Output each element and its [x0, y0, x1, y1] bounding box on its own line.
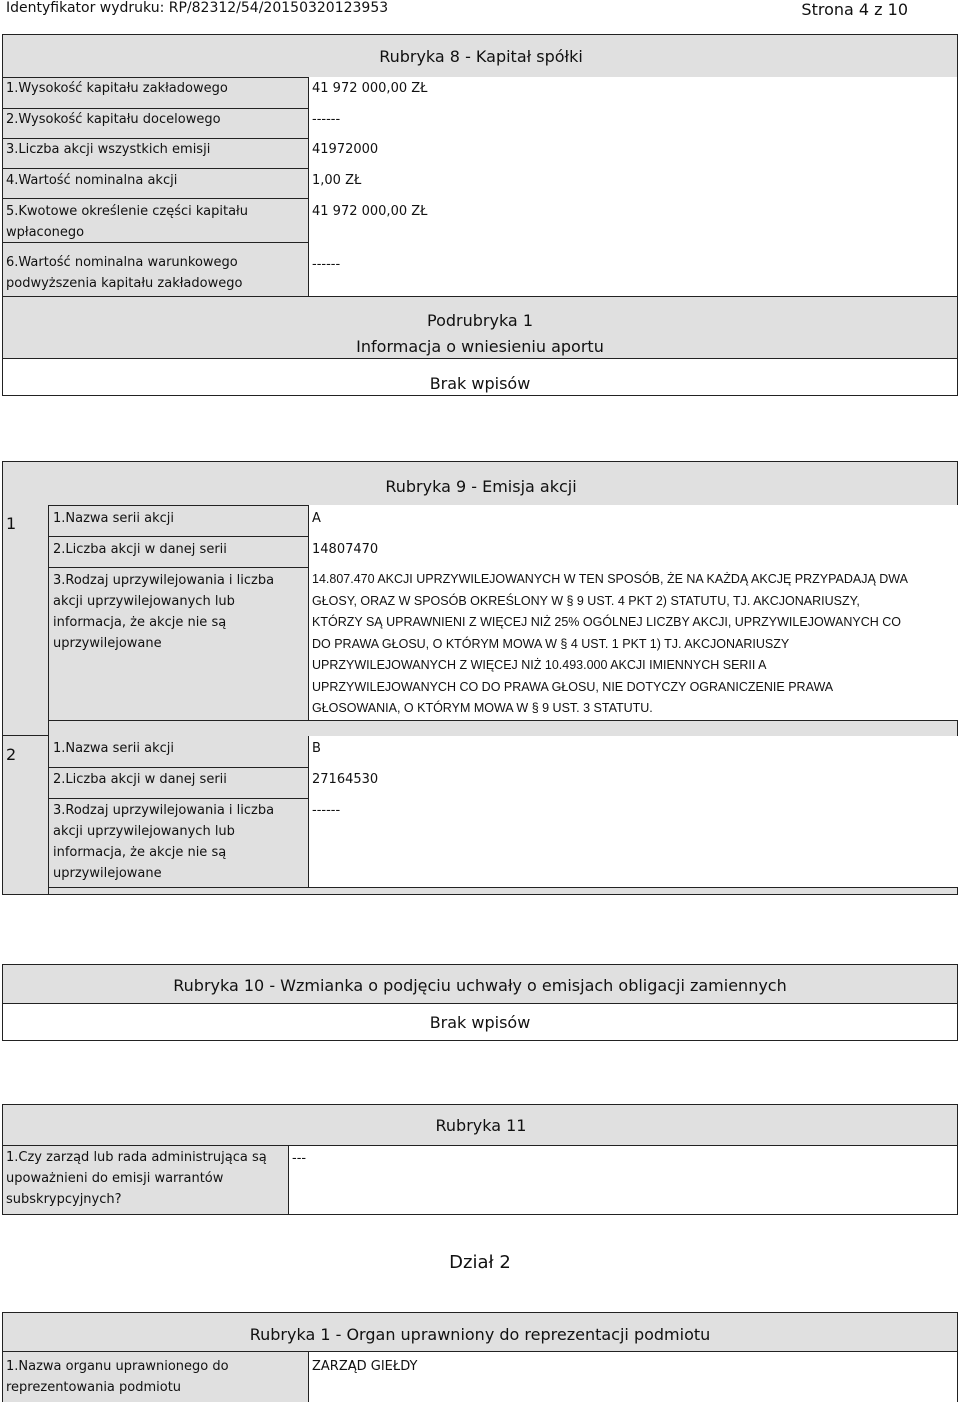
series-2-pref-label-2: akcji uprzywilejowanych lub: [53, 824, 235, 839]
series-2-name-label: 1.Nazwa serii akcji: [53, 741, 174, 756]
series-1-pref-value-7: GŁOSOWANIA, O KTÓRYM MOWA W § 9 UST. 3 STATUTU.: [312, 701, 653, 715]
series-1-pref-label-4: uprzywilejowane: [53, 636, 162, 651]
series-1-pref-label-1: 3.Rodzaj uprzywilejowania i liczba: [53, 573, 275, 588]
series-2-pref-value: ------: [312, 803, 341, 818]
series-1-pref-value-1: 14.807.470 AKCJI UPRZYWILEJOWANYCH W TEN SPOSÓB, ŻE NA KAŻDĄ AKCJĘ PRZYPADAJĄ DWA: [312, 572, 908, 586]
series-1-number: 1: [6, 514, 17, 533]
rubryka11-label-1: 1.Czy zarząd lub rada administrująca są: [6, 1150, 267, 1165]
label-kapital-docelowy: 2.Wysokość kapitału docelowego: [6, 112, 221, 127]
print-identifier: Identyfikator wydruku: RP/82312/54/20150320123953: [6, 0, 389, 16]
series-1-pref-label-2: akcji uprzywilejowanych lub: [53, 594, 235, 609]
rubryka11-label-2: upoważnieni do emisji warrantów: [6, 1171, 224, 1186]
value-kapital-docelowy: ------: [312, 112, 341, 127]
series-2-values-panel: [308, 736, 958, 887]
label-warunkowe-podwyzszenie-2: podwyższenia kapitału zakładowego: [6, 276, 243, 291]
dzial2-label-1: 1.Nazwa organu uprawnionego do: [6, 1359, 229, 1374]
rubryka8-title: Rubryka 8 - Kapitał spółki: [379, 47, 583, 66]
series-1-pref-value-4: DO PRAWA GŁOSU, O KTÓRYM MOWA W § 4 UST. 1 PKT 1) TJ. AKCJONARIUSZY: [312, 636, 790, 651]
value-kapital-wplacony: 41 972 000,00 ZŁ: [312, 204, 428, 219]
dzial2-value: ZARZĄD GIEŁDY: [312, 1359, 418, 1374]
series-2-pref-label-4: uprzywilejowane: [53, 866, 162, 881]
series-1-pref-value-5: UPRZYWILEJOWANYCH Z WIĘCEJ NIŻ 10.493.000 AKCJI IMIENNYCH SERII A: [312, 658, 767, 672]
value-wartosc-nominalna: 1,00 ZŁ: [312, 173, 362, 188]
series-1-pref-value-3: KTÓRZY SĄ UPRAWNIENI Z WIĘCEJ NIŻ 25% OGÓLNEJ LICZBY AKCJI, UPRZYWILEJOWANYCH CO: [312, 615, 901, 629]
label-liczba-akcji-emisji: 3.Liczba akcji wszystkich emisji: [6, 142, 211, 157]
series-1-name-label: 1.Nazwa serii akcji: [53, 511, 174, 526]
label-kapital-wplacony-1: 5.Kwotowe określenie części kapitału: [6, 204, 248, 219]
podrubryka-subtitle: Informacja o wniesieniu aportu: [356, 337, 604, 356]
series-2-pref-label-1: 3.Rodzaj uprzywilejowania i liczba: [53, 803, 275, 818]
rubryka11-title: Rubryka 11: [435, 1116, 527, 1135]
series-2-count-label: 2.Liczba akcji w danej serii: [53, 772, 227, 787]
podrubryka-empty: Brak wpisów: [429, 374, 531, 393]
dzial2-rubryka1-title: Rubryka 1 - Organ uprawniony do reprezentacji podmiotu: [249, 1325, 711, 1344]
rubryka10-title: Rubryka 10 - Wzmianka o podjęciu uchwały o emisjach obligacji zamiennych: [173, 976, 787, 995]
series-1-count-label: 2.Liczba akcji w danej serii: [53, 542, 227, 557]
value-warunkowe-podwyzszenie: ------: [312, 257, 341, 272]
rubryka11-value-panel: [288, 1146, 957, 1214]
series-1-name-value: A: [312, 511, 321, 526]
series-1-count-value: 14807470: [312, 542, 379, 557]
label-kapital-wplacony-2: wpłaconego: [6, 225, 85, 240]
podrubryka-title: Podrubryka 1: [427, 311, 533, 330]
value-kapital-zakladowy: 41 972 000,00 ZŁ: [312, 81, 428, 96]
label-warunkowe-podwyzszenie-1: 6.Wartość nominalna warunkowego: [6, 255, 238, 270]
series-2-number: 2: [6, 745, 17, 764]
series-1-pref-value-6: UPRZYWILEJOWANYCH CO DO PRAWA GŁOSU, NIE DOTYCZY OGRANICZENIE PRAWA: [312, 679, 834, 694]
dzial2-title: Dział 2: [449, 1252, 511, 1273]
page-number: Strona 4 z 10: [801, 0, 908, 19]
series-2-pref-label-3: informacja, że akcje nie są: [53, 845, 227, 860]
series-2-name-value: B: [312, 741, 321, 756]
rubryka9-title: Rubryka 9 - Emisja akcji: [385, 477, 577, 496]
series-1-pref-label-3: informacja, że akcje nie są: [53, 615, 227, 630]
rubryka10-empty: Brak wpisów: [429, 1013, 531, 1032]
rubryka11-label-3: subskrypcyjnych?: [6, 1192, 122, 1207]
series-1-pref-value-2: GŁOSY, ORAZ W SPOSÓB OKREŚLONY W § 9 UST. 4 PKT 2) STATUTU, TJ. AKCJONARIUSZY,: [312, 593, 860, 608]
dzial2-label-2: reprezentowania podmiotu: [6, 1380, 182, 1395]
label-kapital-zakladowy: 1.Wysokość kapitału zakładowego: [6, 81, 228, 96]
rubryka8-values-panel: [308, 77, 957, 296]
rubryka11-value: ---: [292, 1151, 307, 1166]
label-wartosc-nominalna: 4.Wartość nominalna akcji: [6, 173, 178, 188]
series-2-count-value: 27164530: [312, 772, 379, 787]
value-liczba-akcji-emisji: 41972000: [312, 142, 379, 157]
